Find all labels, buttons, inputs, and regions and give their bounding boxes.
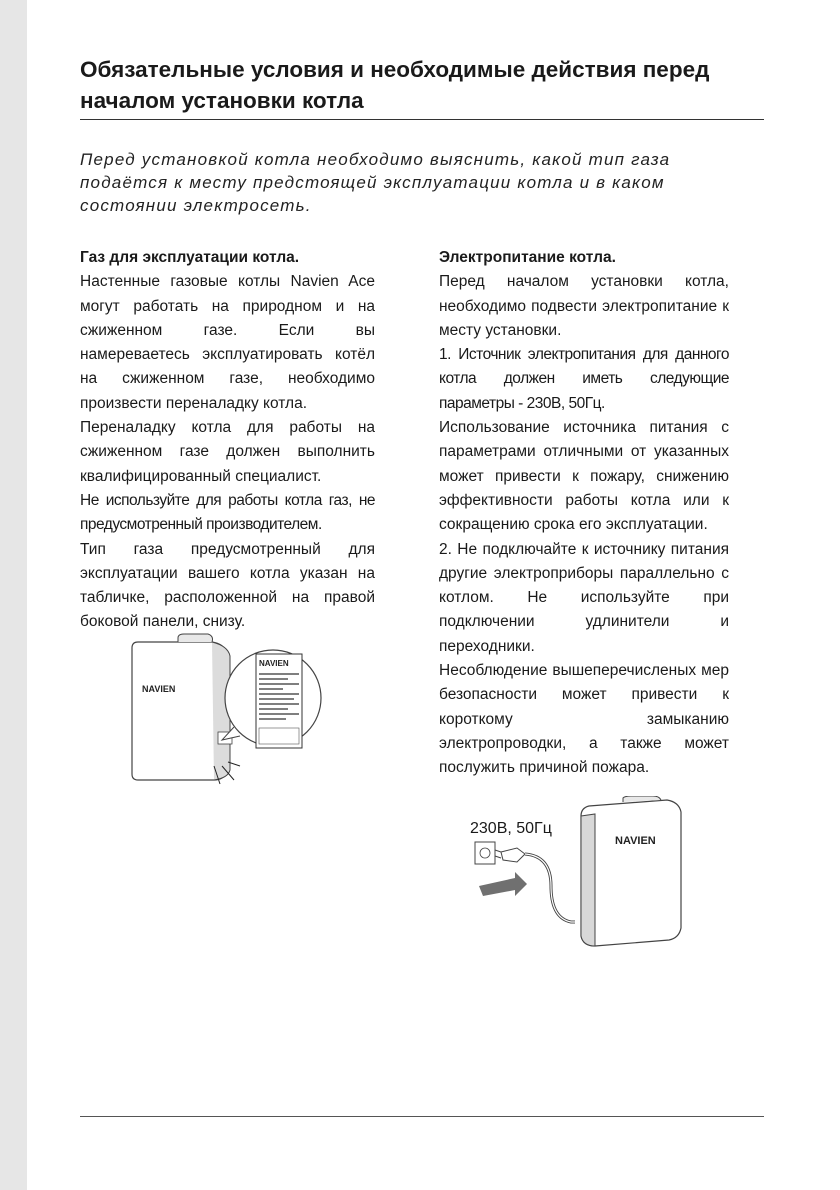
power-paragraph-2: 1. Источник электропитания для данного котла должен иметь следующие параметры - 230В, 50Гц. — [439, 346, 729, 412]
boiler-rating-plate-illustration — [118, 632, 323, 792]
gas-paragraph-3: Не используйте для работы котла газ, не предусмотренный производителем. — [80, 491, 375, 534]
power-section-heading: Электропитание котла. — [439, 249, 616, 266]
power-paragraph-1: Перед началом установки котла, необходимо подвести электропитание к месту установки. — [439, 273, 729, 339]
footer-divider — [80, 1116, 764, 1117]
gas-paragraph-4: Тип газа предусмотренный для эксплуатации вашего котла указан на табличке, расположенной на правой боковой панели, снизу. — [80, 540, 375, 631]
gas-section-heading: Газ для эксплуатации котла. — [80, 249, 300, 266]
gas-paragraph-1: Настенные газовые котлы Navien Ace могут работать на природном и на сжиженном газе. Если вы намереваетесь эксплуатировать котёл на сжиженном газе, необходимо произвести переналадку котла. — [80, 273, 375, 412]
page-title: Обязательные условия и необходимые действия перед началом установки котла — [80, 57, 710, 113]
power-section — [439, 246, 729, 781]
boiler-logo-right: NAVIEN — [615, 835, 656, 847]
boiler-logo-left: NAVIEN — [142, 684, 176, 694]
intro-text: Перед установкой котла необходимо выяснить, какой тип газа подаётся к месту предстоящей эксплуатации котла и в каком состоянии электросеть. — [80, 150, 671, 215]
boiler-power-plug-illustration — [455, 796, 695, 951]
power-paragraph-5: Несоблюдение вышеперечисленых мер безопасности может привести к короткому замыканию электропроводки, а также может послужить причиной пожара. — [439, 662, 729, 777]
power-spec-label: 230В, 50Гц — [470, 820, 552, 837]
page-side-strip — [0, 0, 27, 1190]
title-divider — [80, 119, 764, 120]
gas-section — [80, 246, 375, 635]
power-paragraph-4: 2. Не подключайте к источнику питания другие электроприборы параллельно с котлом. Не используйте при подключении удлинители и переходники. — [439, 540, 729, 655]
gas-paragraph-2: Переналадку котла для работы на сжиженном газе должен выполнить квалифицированный специалист. — [80, 419, 375, 485]
rating-plate-logo: NAVIEN — [259, 659, 289, 668]
power-paragraph-3: Использование источника питания с параметрами отличными от указанных может привести к пожару, снижению эффективности работы котла или к сокращению срока его эксплуатации. — [439, 419, 729, 534]
